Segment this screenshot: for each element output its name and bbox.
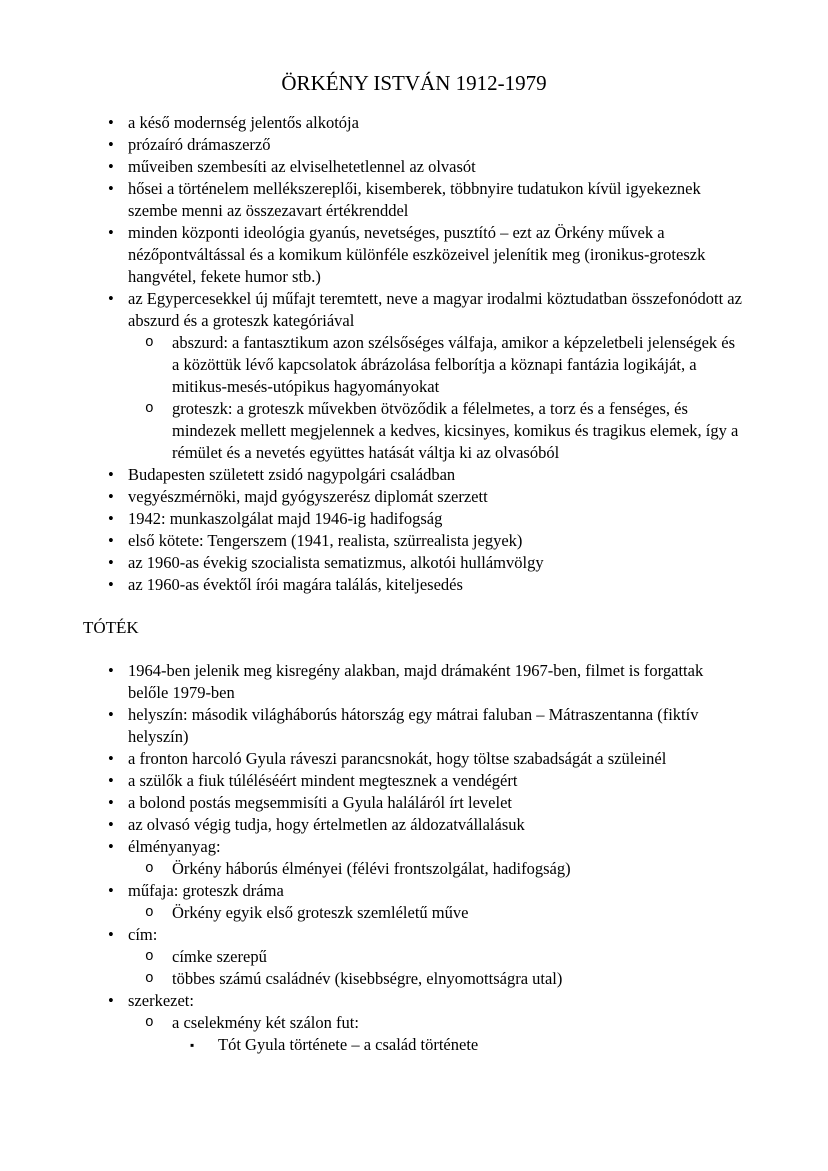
list-item [83,836,745,858]
list-item [83,990,745,1012]
bullet-circle-icon: o [145,949,154,965]
list-item-text: az 1960-as évekig szocialista sematizmus, alkotói hullámvölgy [128,553,544,572]
list-item-text: Tót Gyula története – a család története [218,1035,479,1054]
bullet-disc-icon: • [108,837,114,856]
list-item-text: prózaíró drámaszerző [128,135,271,154]
list-item [83,398,745,464]
bullet-disc-icon: • [108,553,114,572]
list-item [83,530,745,552]
list-item [83,574,745,596]
list-item-text: 1942: munkaszolgálat majd 1946-ig hadifogság [128,509,443,528]
bullet-circle-icon: o [145,335,154,351]
list-item-text: a szülők a fiuk túléléséért mindent megtesznek a vendégért [128,771,518,790]
list-item-text: élményanyag: [128,837,221,856]
bullet-disc-icon: • [108,157,114,176]
bullet-disc-icon: • [108,881,114,900]
list-item [83,902,745,924]
bullet-disc-icon: • [108,223,114,242]
list-item [83,924,745,946]
bullet-circle-icon: o [145,1015,154,1031]
document-content [83,112,745,1056]
list-item [83,660,745,704]
list-item [83,222,745,288]
list-item-text: groteszk: a groteszk művekben ötvöződik a félelmetes, a torz és a fenséges, és mindezek mellett megjelennek a kedves, kicsinyes, komikus és tragikus elemek, így a rémület és a nevetés együttes hatását váltja ki az olvasóból [172,399,739,462]
list-item [83,134,745,156]
list-item-text: helyszín: második világháborús hátország egy mátrai faluban – Mátraszentanna (fiktív helyszín) [128,705,699,746]
section-heading: TÓTÉK [83,618,139,637]
list-item [83,178,745,222]
list-item [83,464,745,486]
list-item [83,156,745,178]
list-item-text: minden központi ideológia gyanús, nevetséges, pusztító – ezt az Örkény művek a nézőpontváltással és a komikum különféle eszközeivel jelenítik meg (ironikus-groteszk hangvétel, fekete humor stb.) [128,223,706,286]
bullet-disc-icon: • [108,531,114,550]
bullet-disc-icon: • [108,815,114,834]
list-item [83,858,745,880]
list-item-text: a késő modernség jelentős alkotója [128,113,359,132]
bullet-disc-icon: • [108,135,114,154]
list-item-text: első kötete: Tengerszem (1941, realista, szürrealista jegyek) [128,531,523,550]
list-item [83,288,745,332]
bullet-disc-icon: • [108,113,114,132]
list-item-text: az 1960-as évektől írói magára találás, kiteljesedés [128,575,463,594]
list-item [83,748,745,770]
bullet-circle-icon: o [145,971,154,987]
list-item-text: Örkény egyik első groteszk szemléletű műve [172,903,469,922]
list-item [83,792,745,814]
bullet-disc-icon: • [108,705,114,724]
list-item-text: többes számú családnév (kisebbségre, elnyomottságra utal) [172,969,563,988]
list-item [83,968,745,990]
list-item-text: címke szerepű [172,947,267,966]
bullet-disc-icon: • [108,289,114,308]
bullet-disc-icon: • [108,465,114,484]
list-item [83,552,745,574]
bullet-disc-icon: • [108,793,114,812]
bullet-disc-icon: • [108,749,114,768]
bullet-disc-icon: • [108,509,114,528]
list-item [83,880,745,902]
list-item-text: a cselekmény két szálon fut: [172,1013,359,1032]
list-item [83,508,745,530]
bullet-circle-icon: o [145,861,154,877]
list-item-text: cím: [128,925,158,944]
list-item-text: 1964-ben jelenik meg kisregény alakban, majd drámaként 1967-ben, filmet is forgattak belőle 1979-ben [128,661,704,702]
list-item [83,946,745,968]
list-item [83,486,745,508]
list-item-text: hősei a történelem mellékszereplői, kisemberek, többnyire tudatukon kívül igyekeznek szembe menni az összezavart értékrenddel [128,179,701,220]
list-item [83,332,745,398]
list-item [83,1012,745,1034]
list-item-text: vegyészmérnöki, majd gyógyszerész diplomát szerzett [128,487,488,506]
bullet-disc-icon: • [108,991,114,1010]
bullet-disc-icon: • [108,487,114,506]
list-item-text: műfaja: groteszk dráma [128,881,284,900]
list-item [83,1034,745,1056]
list-item [83,704,745,748]
list-item-text: a bolond postás megsemmisíti a Gyula haláláról írt levelet [128,793,512,812]
document-title: ÖRKÉNY ISTVÁN 1912-1979 [281,71,547,95]
bullet-square-icon: ▪ [190,1038,195,1052]
list-item [83,814,745,836]
list-item-text: Budapesten született zsidó nagypolgári családban [128,465,456,484]
list-item-text: műveiben szembesíti az elviselhetetlennel az olvasót [128,157,476,176]
list-item-text: a fronton harcoló Gyula ráveszi parancsnokát, hogy töltse szabadságát a szüleinél [128,749,667,768]
bullet-disc-icon: • [108,771,114,790]
list-item-text: szerkezet: [128,991,194,1010]
bullet-circle-icon: o [145,905,154,921]
bullet-circle-icon: o [145,401,154,417]
list-item-text: Örkény háborús élményei (félévi frontszolgálat, hadifogság) [172,859,571,878]
bullet-disc-icon: • [108,925,114,944]
list-item-text: az olvasó végig tudja, hogy értelmetlen az áldozatvállalásuk [128,815,525,834]
list-item [83,770,745,792]
list-item-text: az Egypercesekkel új műfajt teremtett, neve a magyar irodalmi köztudatban összefonódott az abszurd és a groteszk kategóriával [128,289,742,330]
bullet-disc-icon: • [108,179,114,198]
bullet-disc-icon: • [108,661,114,680]
list-item [83,112,745,134]
list-item-text: abszurd: a fantasztikum azon szélsőséges válfaja, amikor a képzeletbeli jelenségek és a közöttük lévő kapcsolatok ábrázolása felborítja a köznapi fantázia logikáját, a mitikus-mesés-utópikus hagyományokat [172,333,736,396]
bullet-disc-icon: • [108,575,114,594]
